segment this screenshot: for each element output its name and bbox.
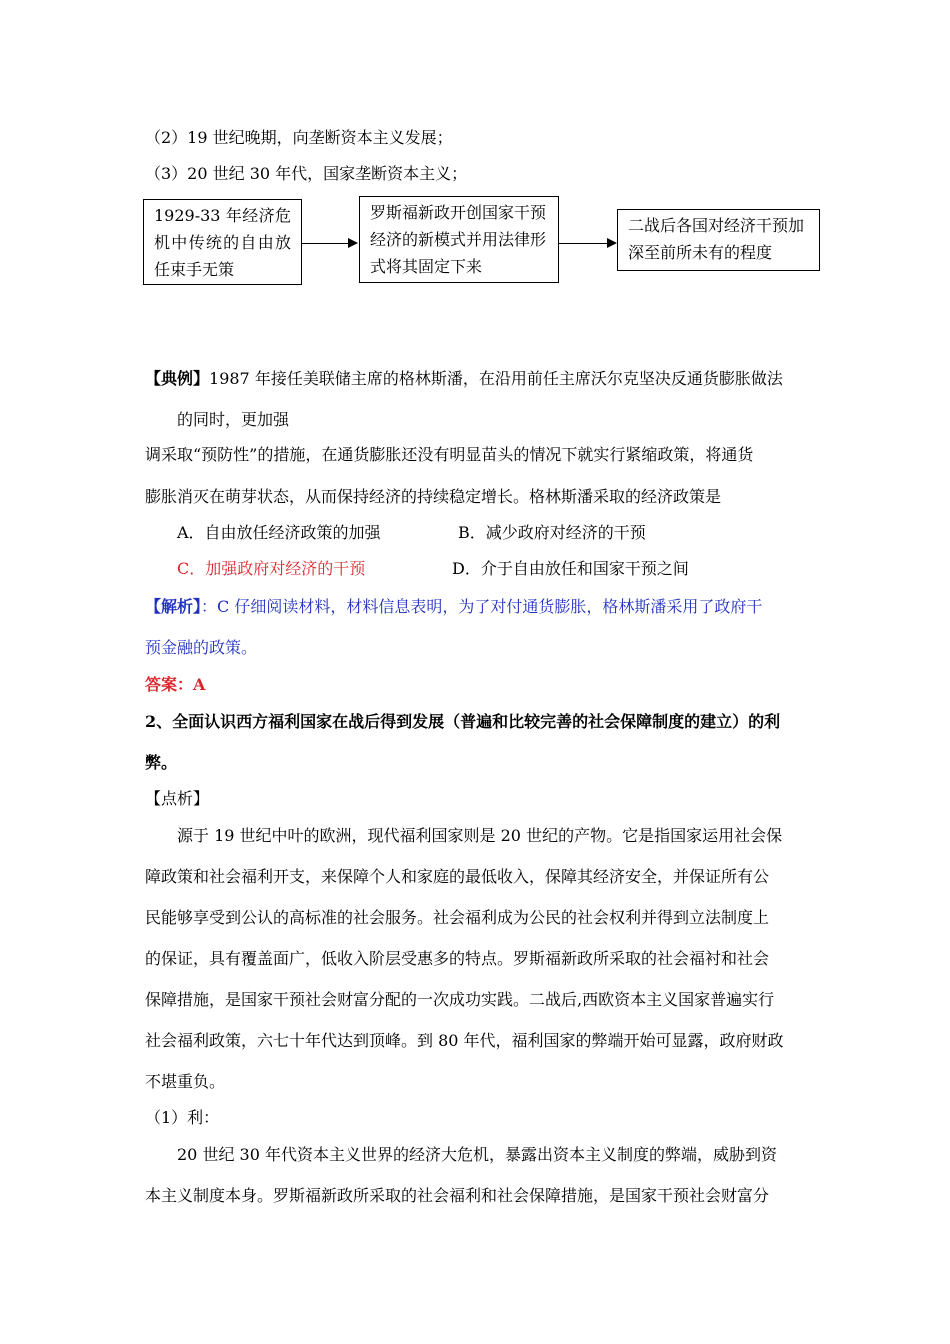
- sub1-line-2: 本主义制度本身。罗斯福新政所采取的社会福利和社会保障措施，是国家干预社会财富分: [145, 1186, 770, 1205]
- intro-line-3: （3）20 世纪 30 年代，国家垄断资本主义；: [145, 164, 468, 183]
- paragraph-line-4: 的保证，具有覆盖面广，低收入阶层受惠多的特点。罗斯福新政所采取的社会福衬和社会: [145, 949, 770, 968]
- example-line-4: 膨胀消灭在萌芽状态，从而保持经济的持续稳定增长。格林斯潘采取的经济政策是: [145, 487, 722, 506]
- flow-box-2: 罗斯福新政开创国家干预经济的新模式并用法律形式将其固定下来: [359, 196, 559, 283]
- example-line-2: 的同时，更加强: [177, 410, 290, 429]
- option-d: D．介于自由放任和国家干预之间: [452, 559, 689, 578]
- analysis-line-2: 预金融的政策。: [145, 638, 258, 657]
- flow-arrow-1: [302, 243, 356, 244]
- paragraph-line-7: 不堪重负。: [145, 1072, 226, 1091]
- analysis-text-1: ：C 仔细阅读材料，材料信息表明，为了对付通货膨胀，格林斯潘采用了政府干: [201, 597, 763, 616]
- sub-heading-1: （1）利：: [145, 1108, 220, 1127]
- answer: 答案：A: [145, 675, 206, 694]
- section-heading-2: 弊。: [145, 753, 178, 772]
- example-line-3: 调采取“预防性”的措施，在通货膨胀还没有明显苗头的情况下就实行紧缩政策，将通货: [145, 445, 754, 464]
- paragraph-line-2: 障政策和社会福利开支，来保障个人和家庭的最低收入，保障其经济安全，并保证所有公: [145, 867, 770, 886]
- example-line-1: [145, 369, 783, 389]
- flow-box-3: 二战后各国对经济干预加深至前所未有的程度: [617, 209, 820, 271]
- paragraph-line-1: 源于 19 世纪中叶的欧洲，现代福利国家则是 20 世纪的产物。它是指国家运用社会保: [177, 826, 783, 845]
- example-text-1: 1987 年接任美联储主席的格林斯潘，在沿用前任主席沃尔克坚决反通货膨胀做法: [209, 369, 783, 388]
- option-a: A．自由放任经济政策的加强: [177, 523, 381, 542]
- flow-arrow-2: [559, 243, 615, 244]
- example-tag: 【典例】: [145, 369, 210, 388]
- note-tag: 【点析】: [145, 789, 210, 808]
- analysis-tag: 【解析】: [145, 597, 202, 616]
- option-c: C．加强政府对经济的干预: [177, 559, 366, 578]
- sub1-line-1: 20 世纪 30 年代资本主义世界的经济大危机，暴露出资本主义制度的弊端，威胁到资: [177, 1145, 777, 1164]
- paragraph-line-3: 民能够享受到公认的高标准的社会服务。社会福利成为公民的社会权利并得到立法制度上: [145, 908, 770, 927]
- intro-line-2: （2）19 世纪晚期，向垄断资本主义发展；: [145, 128, 453, 147]
- section-heading-1: 2、全面认识西方福利国家在战后得到发展（普遍和比较完善的社会保障制度的建立）的利: [145, 712, 781, 731]
- flow-box-1: 1929-33 年经济危机中传统的自由放任束手无策: [143, 199, 302, 285]
- option-b: B．减少政府对经济的干预: [458, 523, 646, 542]
- analysis-line-1: [145, 597, 762, 617]
- paragraph-line-6: 社会福利政策，六七十年代达到顶峰。到 80 年代，福利国家的弊端开始可显露，政府财政: [145, 1031, 784, 1050]
- paragraph-line-5: 保障措施，是国家干预社会财富分配的一次成功实践。二战后,西欧资本主义国家普遍实行: [145, 990, 775, 1009]
